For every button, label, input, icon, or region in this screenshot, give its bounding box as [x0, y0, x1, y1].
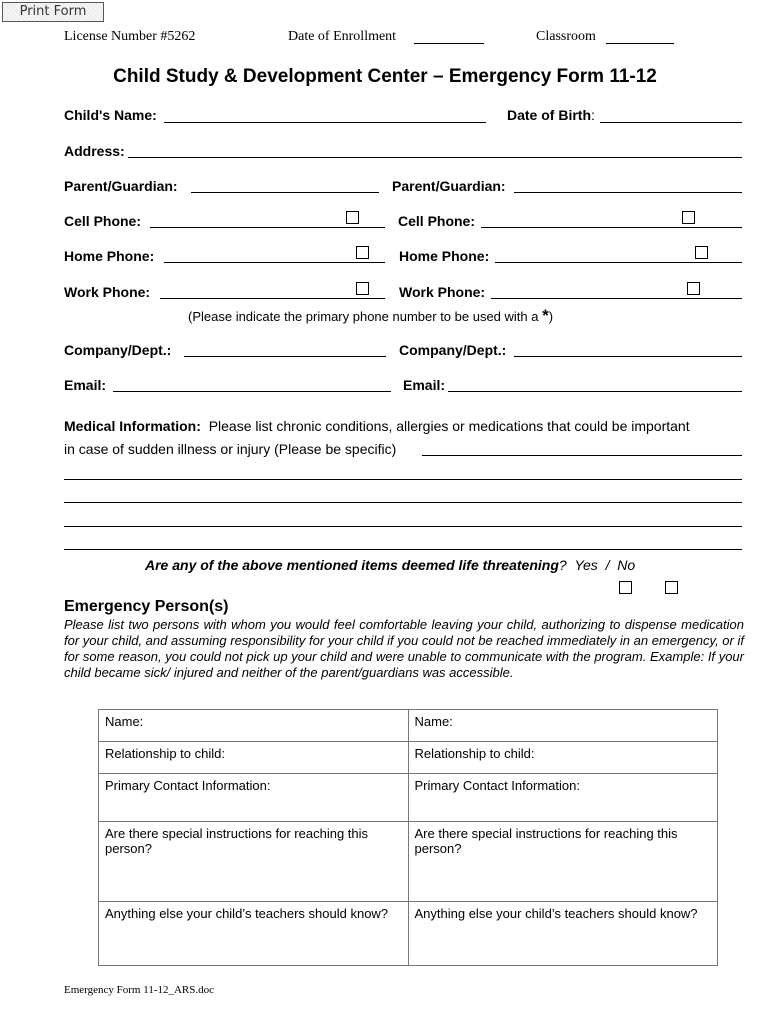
home1-primary-checkbox[interactable] [356, 246, 369, 259]
cell1-primary-checkbox[interactable] [346, 211, 359, 224]
yes-label: Yes [574, 557, 598, 573]
medical-input-line-5[interactable] [64, 549, 742, 550]
primary-note-close: ) [548, 309, 554, 324]
life-threat-question-row [145, 557, 635, 573]
dob-label: Date of Birth [507, 107, 591, 123]
person2-contact-cell[interactable]: Primary Contact Information: [408, 774, 718, 822]
medical-input-line-2[interactable] [64, 479, 742, 480]
home2-input[interactable] [495, 262, 742, 263]
table-row [99, 774, 718, 822]
person1-relationship-cell[interactable]: Relationship to child: [99, 742, 409, 774]
table-row [99, 710, 718, 742]
cell2-input[interactable] [481, 227, 742, 228]
dob-input[interactable] [600, 122, 742, 123]
enrollment-label: Date of Enrollment [288, 29, 397, 44]
email1-input[interactable] [113, 391, 391, 392]
primary-note-text: (Please indicate the primary phone number to be used with a [188, 309, 543, 324]
parent1-label: Parent/Guardian: [64, 178, 178, 194]
parent2-input[interactable] [514, 192, 742, 193]
table-row [99, 822, 718, 902]
person2-other-cell[interactable]: Anything else your child’s teachers should know? [408, 902, 718, 966]
cell1-label: Cell Phone: [64, 213, 142, 229]
medical-line-1 [64, 418, 690, 434]
person2-relationship-cell[interactable]: Relationship to child: [408, 742, 718, 774]
email2-label: Email: [403, 377, 446, 393]
medical-input-line-3[interactable] [64, 502, 742, 503]
table-row [99, 742, 718, 774]
work2-label: Work Phone: [399, 284, 486, 300]
parent1-input[interactable] [191, 192, 379, 193]
company1-input[interactable] [184, 356, 386, 357]
medical-input-line-4[interactable] [64, 526, 742, 527]
work2-input[interactable] [491, 298, 742, 299]
slash-separator: / [605, 557, 610, 573]
parent2-label: Parent/Guardian: [392, 178, 506, 194]
medical-text-1: Please list chronic conditions, allergies or medications that could be important [208, 418, 690, 434]
company2-input[interactable] [514, 356, 742, 357]
company2-label: Company/Dept.: [399, 342, 507, 358]
address-input[interactable] [128, 157, 742, 158]
childs-name-input[interactable] [164, 122, 486, 123]
person1-name-cell[interactable]: Name: [99, 710, 409, 742]
print-form-button[interactable]: Print Form [2, 2, 104, 22]
license-number: License Number #5262 [64, 29, 196, 44]
address-label: Address: [64, 143, 125, 159]
table-row [99, 902, 718, 966]
primary-star: * [542, 306, 549, 325]
medical-input-line-1[interactable] [422, 455, 742, 456]
work2-primary-checkbox[interactable] [687, 282, 700, 295]
home2-label: Home Phone: [399, 248, 490, 264]
medical-text-2: in case of sudden illness or injury (Please be specific) [64, 441, 397, 457]
life-threat-question: Are any of the above mentioned items deemed life threatening [145, 557, 559, 573]
enrollment-input[interactable] [414, 43, 484, 44]
childs-name-label: Child's Name: [64, 107, 157, 123]
medical-label: Medical Information: [64, 418, 201, 434]
no-checkbox[interactable] [665, 581, 678, 594]
email1-label: Email: [64, 377, 107, 393]
cell1-input[interactable] [150, 227, 385, 228]
cell2-primary-checkbox[interactable] [682, 211, 695, 224]
email2-input[interactable] [448, 391, 742, 392]
yes-checkbox[interactable] [619, 581, 632, 594]
person2-name-cell[interactable]: Name: [408, 710, 718, 742]
work1-input[interactable] [160, 298, 385, 299]
emergency-persons-table [98, 709, 718, 966]
primary-phone-note [188, 306, 553, 326]
person1-other-cell[interactable]: Anything else your child’s teachers should know? [99, 902, 409, 966]
emergency-paragraph: Please list two persons with whom you would feel comfortable leaving your child, authorizing to dispense medication for your child, and assuming responsibility for your child if you could not be reached immediately in an emergency, or if for some reason, you could not pick up your child and were unable to communicate with the program. Example: If your child became sick/ injured and neither of the parent/guardians was accessible. [64, 617, 744, 680]
cell2-label: Cell Phone: [398, 213, 476, 229]
footer-filename: Emergency Form 11-12_ARS.doc [64, 984, 215, 996]
dob-colon: : [591, 107, 595, 123]
classroom-input[interactable] [606, 43, 674, 44]
person2-instructions-cell[interactable]: Are there special instructions for reaching this person? [408, 822, 718, 902]
work1-primary-checkbox[interactable] [356, 282, 369, 295]
company1-label: Company/Dept.: [64, 342, 172, 358]
home1-input[interactable] [164, 262, 385, 263]
emergency-heading: Emergency Person(s) [64, 598, 229, 615]
dob-label-group [507, 107, 595, 123]
work1-label: Work Phone: [64, 284, 151, 300]
person1-instructions-cell[interactable]: Are there special instructions for reaching this person? [99, 822, 409, 902]
home1-label: Home Phone: [64, 248, 155, 264]
person1-contact-cell[interactable]: Primary Contact Information: [99, 774, 409, 822]
classroom-label: Classroom [536, 29, 596, 44]
form-title: Child Study & Development Center – Emergency Form 11-12 [113, 66, 657, 87]
no-label: No [617, 557, 636, 573]
home2-primary-checkbox[interactable] [695, 246, 708, 259]
life-threat-qmark: ? [558, 557, 567, 573]
